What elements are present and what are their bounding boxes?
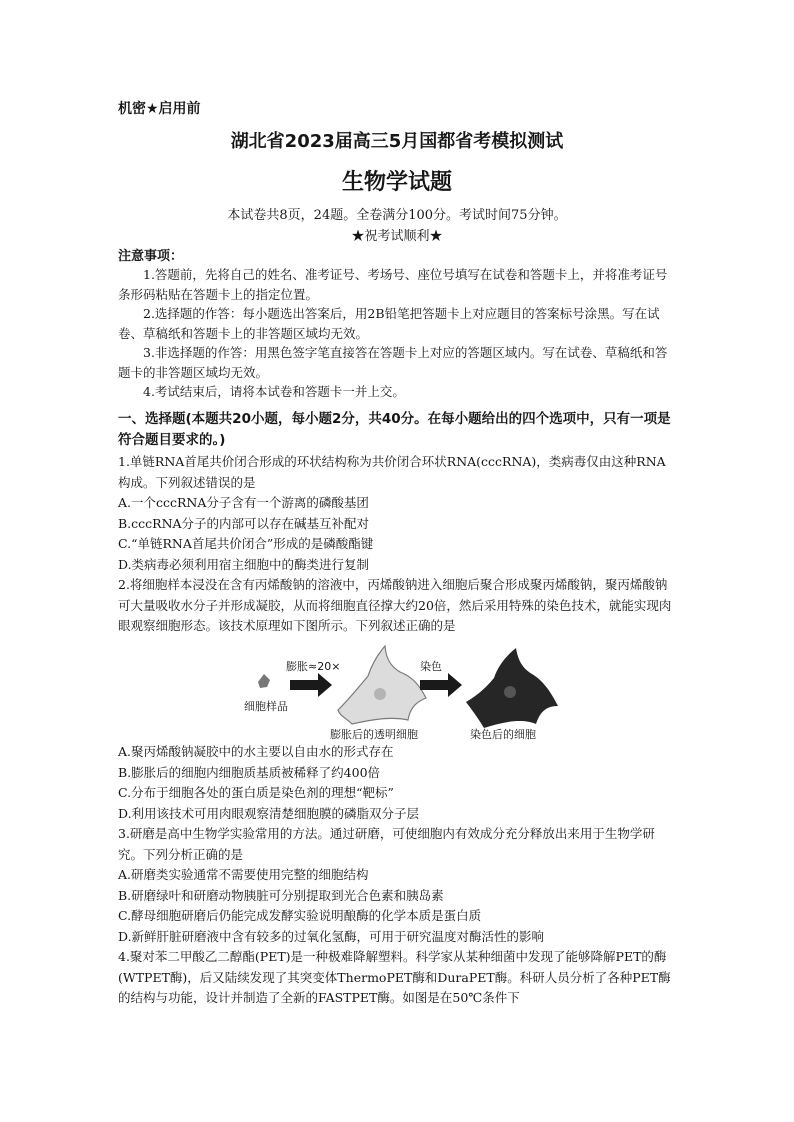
exam-title: 湖北省2023届高三5月国都省考模拟测试 xyxy=(230,131,564,152)
option-d: D.利用该技术可用肉眼观察清楚细胞膜的磷脂双分子层 xyxy=(118,805,420,821)
option-a: A.聚丙烯酸钠凝胶中的水主要以自由水的形式存在 xyxy=(118,744,394,759)
notice-item: 1.答题前，先将自己的姓名、准考证号、考场号、座位号填写在试卷和答题卡上，并将准考证号条形码粘贴在答题卡上的指定位置。 xyxy=(118,267,668,302)
stained-caption: 染色后的细胞 xyxy=(470,728,536,741)
option-a: A.一个cccRNA分子含有一个游离的磷酸基团 xyxy=(118,495,369,510)
cell-expansion-figure xyxy=(240,640,570,740)
option-d: D.类病毒必须利用宿主细胞中的酶类进行复制 xyxy=(118,556,370,572)
question-1 xyxy=(118,452,678,575)
sample-cell-shape xyxy=(258,674,270,688)
question-2-options xyxy=(118,742,678,824)
expanded-nucleus-shape xyxy=(374,688,386,700)
question-3 xyxy=(118,824,678,947)
figure-drawing xyxy=(240,640,570,740)
notice-list xyxy=(118,265,678,402)
notice-item: 2.选择题的作答：每小题选出答案后，用2B铅笔把答题卡上对应题目的答案标号涂黑。写在试卷、草稿纸和答题卡上的非答题区域均无效。 xyxy=(118,306,660,341)
option-b: B.研磨绿叶和研磨动物胰脏可分别提取到光合色素和胰岛素 xyxy=(118,887,444,903)
question-4 xyxy=(118,947,678,1009)
confidential-mark: 机密★启用前 xyxy=(118,101,201,117)
option-b: B.膨胀后的细胞内细胞质基质被稀释了约400倍 xyxy=(118,764,381,780)
stained-nucleus-shape xyxy=(504,686,516,698)
section-heading: 一、选择题(本题共20小题，每小题2分，共40分。在每小题给出的四个选项中，只有一项是符合题目要求的。) xyxy=(118,411,671,448)
expanded-caption: 膨胀后的透明细胞 xyxy=(330,728,418,741)
question-stem: 2.将细胞样本浸没在含有丙烯酸钠的溶液中，丙烯酸钠进入细胞后聚合形成聚丙烯酸钠，聚丙烯酸钠可大量吸收水分子并形成凝胶，从而将细胞直径撑大约20倍，然后采用特殊的染色技术，就能实现肉眼观察细胞形态。该技术原理如下图所示。下列叙述正确的是 xyxy=(118,577,672,633)
notice-item: 4.考试结束后，请将本试卷和答题卡一并上交。 xyxy=(143,384,405,399)
question-2-stem xyxy=(118,575,678,637)
notice-heading: 注意事项： xyxy=(118,249,184,264)
sample-label: 细胞样品 xyxy=(244,700,288,713)
option-a: A.研磨类实验通常不需要使用完整的细胞结构 xyxy=(118,867,369,882)
option-c: C.酵母细胞研磨后仍能完成发酵实验说明酿酶的化学本质是蛋白质 xyxy=(118,908,482,923)
exam-info: 本试卷共8页，24题。全卷满分100分。考试时间75分钟。 xyxy=(227,208,567,223)
option-b: B.cccRNA分子的内部可以存在碱基互补配对 xyxy=(118,515,370,531)
option-c: C.“单链RNA首尾共价闭合”形成的是磷酸酯键 xyxy=(118,536,374,551)
question-stem: 1.单链RNA首尾共价闭合形成的环状结构称为共价闭合环状RNA(cccRNA)，类病毒仅由这种RNA构成。下列叙述错误的是 xyxy=(118,454,666,490)
arrow-expand-icon xyxy=(290,673,332,697)
subject-title: 生物学试题 xyxy=(341,170,452,195)
stain-label: 染色 xyxy=(420,660,442,673)
question-stem: 3.研磨是高中生物学实验常用的方法。通过研磨，可使细胞内有效成分充分释放出来用于生物学研究。下列分析正确的是 xyxy=(118,826,655,862)
question-stem: 4.聚对苯二甲酸乙二醇酯(PET)是一种极难降解塑料。科学家从某种细菌中发现了能够降解PET的酶(WTPET酶)，后又陆续发现了其突变体ThermoPET酶和DuraPET酶。科研人员分析了各种PET酶的结构与功能，设计并制造了全新的FASTPET酶。如图是在50℃条件下 xyxy=(118,949,671,1005)
expand-label: 膨胀≈20× xyxy=(286,660,341,673)
option-c: C.分布于细胞各处的蛋白质是染色剂的理想“靶标” xyxy=(118,785,394,800)
option-d: D.新鲜肝脏研磨液中含有较多的过氧化氢酶，可用于研究温度对酶活性的影响 xyxy=(118,928,545,944)
arrow-stain-icon xyxy=(420,673,462,697)
good-luck-line: ★祝考试顺利★ xyxy=(351,229,443,244)
expanded-cell-shape xyxy=(338,646,426,724)
notice-item: 3.非选择题的作答：用黑色签字笔直接答在答题卡上对应的答题区域内。写在试卷、草稿纸和答题卡的非答题区域均无效。 xyxy=(118,345,668,380)
